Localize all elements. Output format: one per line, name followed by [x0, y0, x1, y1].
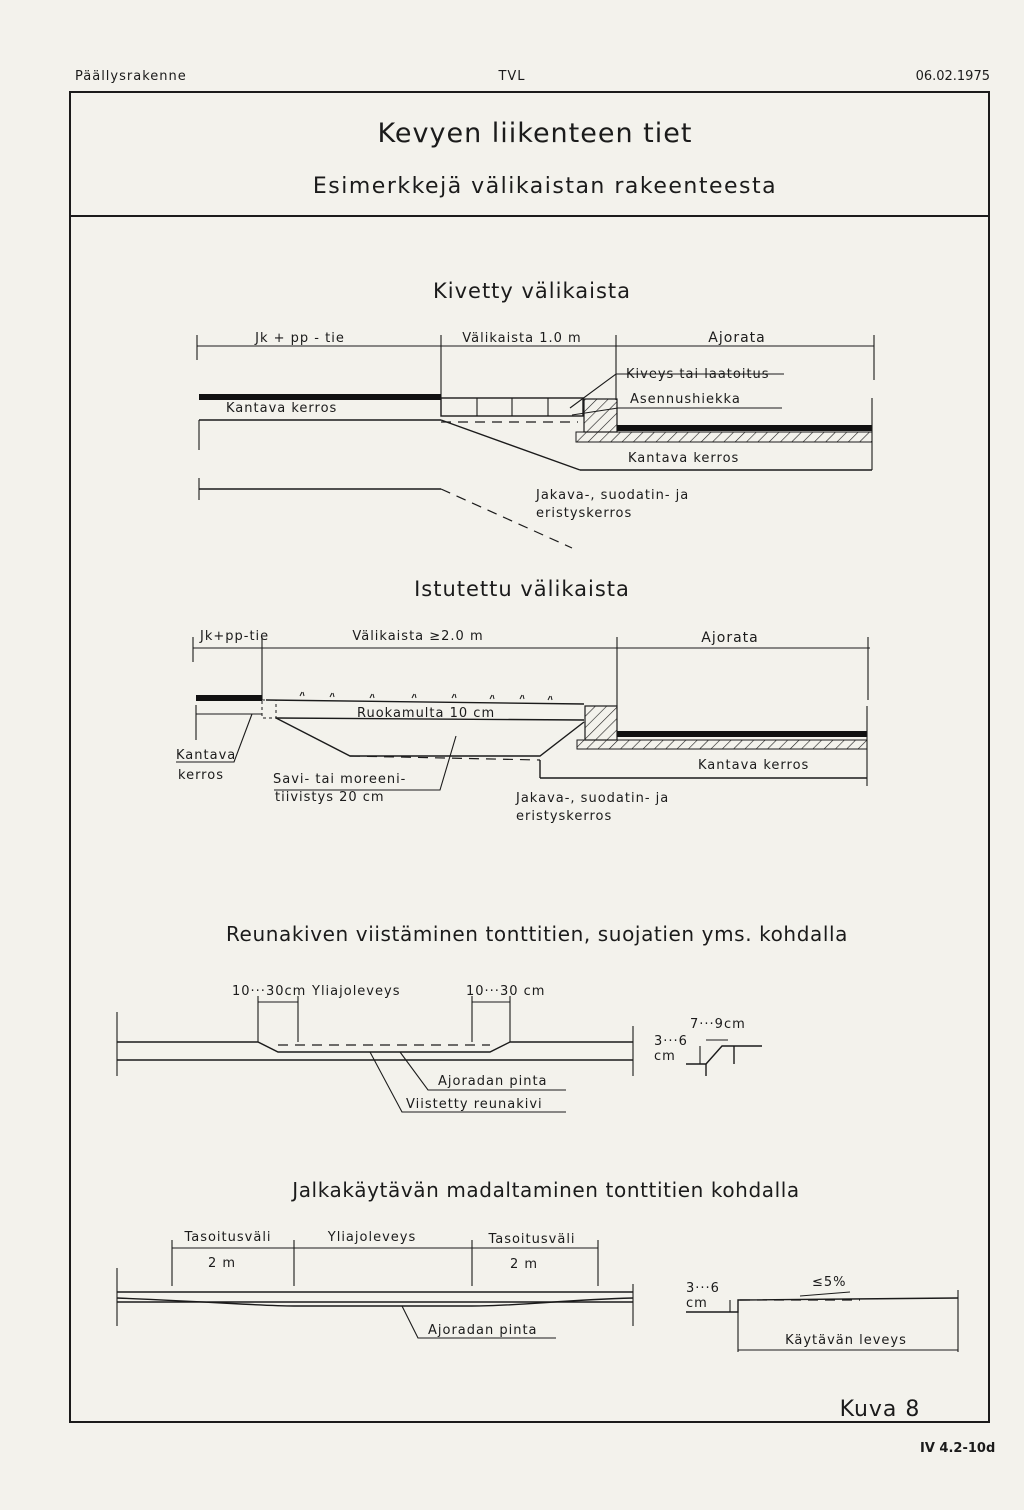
- s1-kiveys: Kiveys tai laatoitus: [626, 367, 770, 382]
- s4-dim-right-bottom: 2 m: [509, 1257, 539, 1272]
- section-reunakivi: [117, 922, 848, 1112]
- s2-savi-2: tiivistys 20 cm: [275, 790, 385, 805]
- s2-dim-right: Ajorata: [701, 630, 759, 646]
- s4-detail-side-2: cm: [686, 1296, 708, 1311]
- s2-dim-left: Jk+pp-tie: [200, 629, 270, 644]
- s4-detail-width: Käytävän leveys: [785, 1333, 907, 1348]
- s3-viistetty: Viistetty reunakivi: [406, 1097, 543, 1112]
- s4-ajoradan: Ajoradan pinta: [428, 1323, 538, 1338]
- s4-dim-right-top: Tasoitusväli: [488, 1232, 576, 1247]
- s4-detail-side-1: 3···6: [686, 1281, 720, 1296]
- figure-label: Kuva 8: [839, 1397, 921, 1422]
- s1-kantava-right: Kantava kerros: [628, 451, 740, 466]
- s2-jakava-2: eristyskerros: [516, 809, 613, 824]
- grass-marks: [300, 692, 552, 700]
- header-left: Päällysrakenne: [75, 69, 187, 84]
- s1-dim-right: Ajorata: [708, 330, 766, 346]
- section-2-title: Istutettu välikaista: [414, 577, 630, 601]
- section-jalkakaytava: [117, 1178, 958, 1352]
- s2-kantava-left-2: kerros: [178, 768, 224, 783]
- s3-ajoradan: Ajoradan pinta: [438, 1074, 548, 1089]
- s3-dim-left: 10···30cm: [232, 984, 307, 999]
- section-kivetty: [197, 279, 874, 548]
- section-4-title: Jalkakäytävän madaltaminen tonttitien kohdalla: [292, 1178, 800, 1202]
- section-1-title: Kivetty välikaista: [432, 279, 632, 303]
- s4-detail-slope: ≤5%: [812, 1275, 847, 1290]
- header-center: TVL: [498, 69, 526, 84]
- s2-kantava-right: Kantava kerros: [698, 758, 810, 773]
- main-title: Kevyen liikenteen tiet: [377, 118, 693, 149]
- s2-ruokamulta: Ruokamulta 10 cm: [357, 706, 496, 721]
- s4-dim-mid: Yliajoleveys: [327, 1230, 417, 1245]
- s2-kantava-left-1: Kantava: [176, 748, 237, 763]
- s1-kantava-left: Kantava kerros: [226, 401, 338, 416]
- sheet-code: IV 4.2-10d: [920, 1441, 996, 1456]
- s2-dim-mid: Välikaista ≥2.0 m: [352, 629, 484, 644]
- s4-dim-left-bottom: 2 m: [207, 1256, 237, 1271]
- sub-title: Esimerkkejä välikaistan rakeenteesta: [312, 174, 778, 199]
- s3-detail-top: 7···9cm: [690, 1017, 746, 1032]
- s2-jakava-1: Jakava-, suodatin- ja: [516, 791, 670, 806]
- s3-dim-right: 10···30 cm: [466, 984, 546, 999]
- section-3-title: Reunakiven viistäminen tonttitien, suojatien yms. kohdalla: [225, 922, 849, 946]
- s1-dim-left: Jk + pp - tie: [255, 331, 345, 346]
- s2-savi-1: Savi- tai moreeni-: [273, 772, 407, 787]
- sidewalk-detail: [686, 1275, 958, 1352]
- s3-detail-side-2: cm: [654, 1049, 676, 1064]
- s3-dim-mid: Yliajoleveys: [312, 984, 401, 999]
- s4-dim-left-top: Tasoitusväli: [184, 1230, 272, 1245]
- s1-jakava-1: Jakava-, suodatin- ja: [536, 488, 690, 503]
- s3-detail-side-1: 3···6: [654, 1034, 688, 1049]
- header-right: 06.02.1975: [915, 69, 990, 84]
- curb-detail: [654, 1017, 762, 1076]
- s1-dim-mid: Välikaista 1.0 m: [462, 331, 582, 346]
- s1-asennus: Asennushiekka: [630, 392, 741, 407]
- section-istutettu: [176, 577, 870, 824]
- s1-jakava-2: eristyskerros: [536, 506, 633, 521]
